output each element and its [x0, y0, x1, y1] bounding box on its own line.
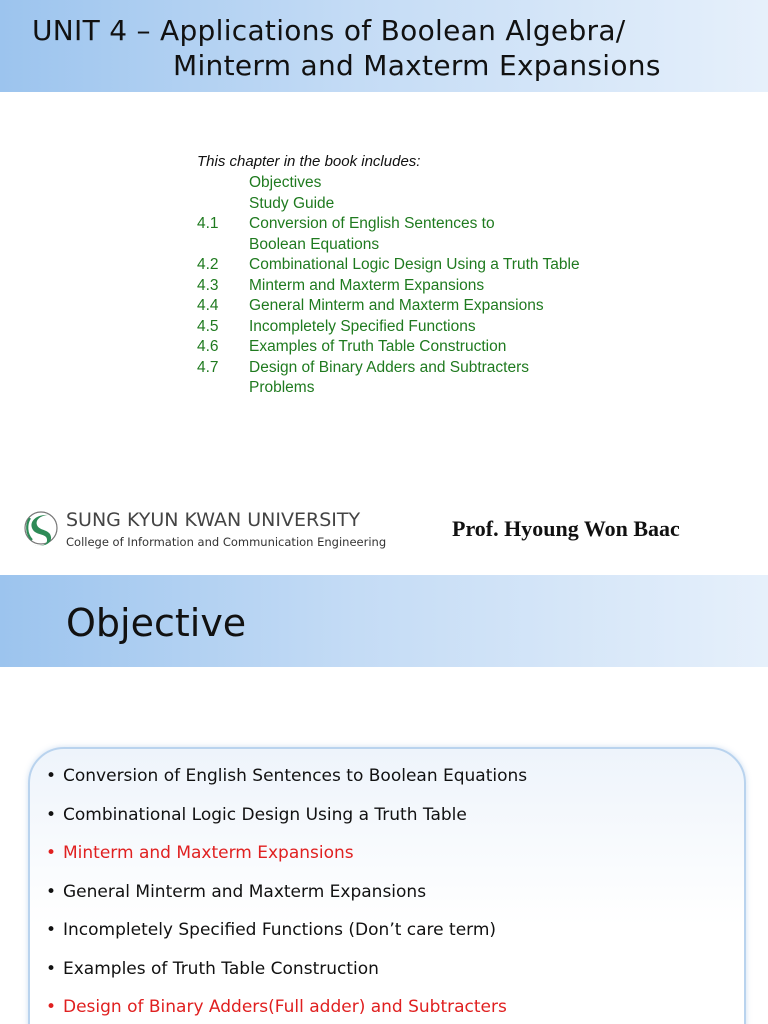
title-bar — [0, 0, 768, 92]
slide-2 — [0, 575, 768, 1024]
objective-text: Combinational Logic Design Using a Truth Table — [63, 804, 467, 825]
objective-item — [46, 879, 527, 918]
toc-section-title: Conversion of English Sentences to — [249, 215, 495, 232]
objectives-list — [46, 763, 527, 1024]
toc-section-title: Study Guide — [249, 194, 335, 212]
title-bar — [0, 575, 768, 667]
toc-section-title: Incompletely Specified Functions — [249, 317, 476, 335]
toc-section-title: Combinational Logic Design Using a Truth Table — [249, 256, 580, 273]
toc-section-title: Problems — [249, 379, 315, 396]
chapter-intro: This chapter in the book includes: — [197, 153, 421, 170]
toc-section-number: 4.7 — [197, 358, 219, 376]
bullet-icon: • — [46, 958, 57, 979]
objective-text: Examples of Truth Table Construction — [63, 958, 379, 979]
toc-section-number: 4.1 — [197, 215, 219, 232]
university-name: SUNG KYUN KWAN UNIVERSITY — [66, 509, 361, 531]
toc-section-title: Examples of Truth Table Construction — [249, 338, 507, 355]
toc-section-number: 4.3 — [197, 276, 219, 294]
objective-text: Minterm and Maxterm Expansions — [63, 843, 354, 863]
objectives-box — [28, 747, 746, 1024]
objective-text: Conversion of English Sentences to Boolean Equations — [63, 766, 528, 786]
bullet-icon: • — [46, 766, 57, 786]
toc-section-title: Minterm and Maxterm Expansions — [249, 276, 485, 294]
slide-title-line-2: Minterm and Maxterm Expansions — [173, 49, 661, 82]
objective-text: General Minterm and Maxterm Expansions — [63, 881, 427, 902]
objective-item — [46, 956, 527, 995]
objective-item — [46, 994, 527, 1024]
professor-name: Prof. Hyoung Won Baac — [452, 516, 680, 541]
bullet-icon: • — [46, 997, 57, 1017]
bullet-icon: • — [46, 881, 57, 902]
objective-item — [46, 763, 527, 802]
toc-section-title: Design of Binary Adders and Subtracters — [249, 358, 530, 376]
bullet-icon: • — [46, 804, 57, 825]
objective-item — [46, 840, 527, 879]
toc-section-number: 4.2 — [197, 256, 219, 273]
skku-emblem-icon — [22, 506, 62, 550]
toc-section-number: 4.5 — [197, 317, 219, 335]
toc-section-number: 4.4 — [197, 297, 219, 314]
toc-section-number: 4.6 — [197, 338, 219, 355]
college-name: College of Information and Communication Engineering — [66, 535, 387, 549]
bullet-icon: • — [46, 843, 57, 863]
objective-text: Incompletely Specified Functions (Don’t care term) — [63, 920, 497, 940]
bullet-icon: • — [46, 920, 57, 940]
objective-item — [46, 802, 527, 841]
objective-text: Design of Binary Adders(Full adder) and Subtracters — [63, 997, 507, 1017]
university-logo — [22, 506, 392, 556]
objective-item — [46, 917, 527, 956]
slide-title-line-1: UNIT 4 – Applications of Boolean Algebra/ — [32, 14, 626, 47]
toc-section-title: Objectives — [249, 174, 322, 191]
toc-section-title: Boolean Equations — [249, 235, 380, 253]
slide-title: Objective — [66, 601, 247, 645]
toc-section-title: General Minterm and Maxterm Expansions — [249, 297, 544, 314]
